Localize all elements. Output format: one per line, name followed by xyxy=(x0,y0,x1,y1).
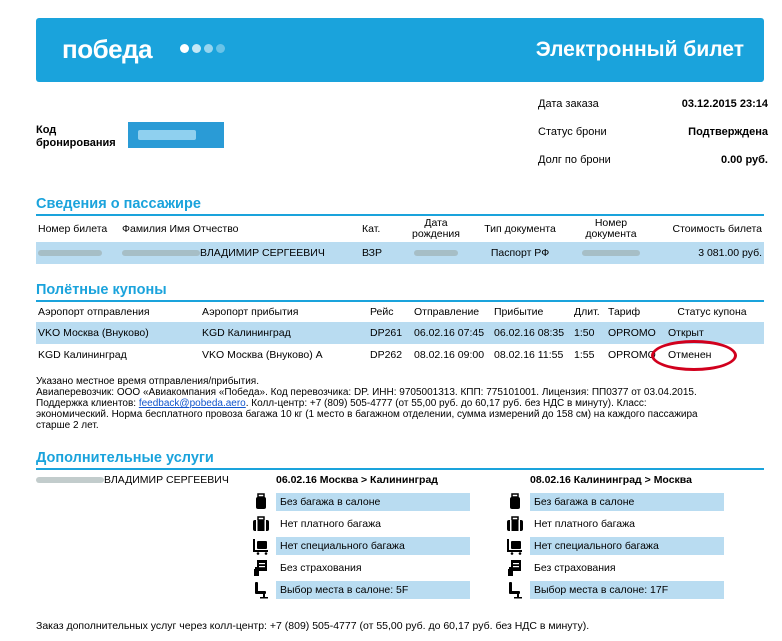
paid-baggage-item xyxy=(506,515,724,533)
carry-on-bag-icon xyxy=(252,493,270,511)
passenger-price: 3 081.00 руб. xyxy=(698,247,762,259)
seat-icon xyxy=(252,581,270,599)
services-passenger-name: ВЛАДИМИР СЕРГЕЕВИЧ xyxy=(104,474,229,486)
note-text: . Колл-центр: +7 (809) 505-4777 (от 55,00 руб. до 60,17 руб. без НДС в минуту). Класс: xyxy=(245,398,647,409)
service-route: 06.02.16 Москва > Калининград xyxy=(276,474,438,486)
coupon-arrival: 06.02.16 08:35 xyxy=(494,327,565,339)
header-banner xyxy=(36,18,764,82)
surname-redacted xyxy=(122,250,200,256)
doc-number-redacted xyxy=(582,250,640,256)
insurance-document-icon xyxy=(506,559,524,577)
suitcase-icon xyxy=(252,515,270,533)
legal-note xyxy=(36,376,764,431)
passenger-section-title: Сведения о пассажире xyxy=(36,196,201,212)
service-item-label: Выбор места в салоне: 5F xyxy=(276,581,470,599)
insurance-document-icon xyxy=(252,559,270,577)
seat-selection-item xyxy=(506,581,724,599)
services-leg-return xyxy=(506,474,724,599)
service-route: 08.02.16 Калининград > Москва xyxy=(530,474,692,486)
col-departure-airport: Аэропорт отправления xyxy=(38,306,150,318)
col-duration: Длит. xyxy=(574,306,600,318)
col-name: Фамилия Имя Отчество xyxy=(122,222,239,235)
logo-dots xyxy=(180,44,225,53)
pobeda-logo: победа xyxy=(62,34,153,64)
service-item-label: Без страхования xyxy=(280,562,362,574)
booking-status-label: Статус брони xyxy=(538,126,607,138)
carry-on-baggage-item xyxy=(506,493,724,511)
col-birthdate: Дата рождения xyxy=(412,217,460,240)
coupon-from: KGD Калининград xyxy=(38,349,127,361)
surname-redacted xyxy=(36,477,104,483)
passenger-category: ВЗР xyxy=(362,247,383,259)
col-flight: Рейс xyxy=(370,306,394,318)
passenger-table xyxy=(36,216,764,264)
seat-selection-item xyxy=(252,581,470,599)
coupon-duration: 1:55 xyxy=(574,349,595,361)
order-date-value: 03.12.2015 23:14 xyxy=(681,98,768,110)
service-item-label: Без багажа в салоне xyxy=(276,493,470,511)
col-ticket: Номер билета xyxy=(38,222,108,235)
suitcase-icon xyxy=(506,515,524,533)
coupon-to: VKO Москва (Внуково) А xyxy=(202,349,323,361)
special-baggage-item xyxy=(252,537,470,555)
booking-debt-value: 0.00 руб. xyxy=(720,154,768,166)
col-doc-number: Номер документа xyxy=(585,217,637,240)
coupon-status: Открыт xyxy=(668,327,704,339)
coupon-fare: OPROMO xyxy=(608,327,656,339)
status-highlight-circle xyxy=(651,340,737,371)
coupon-status: Отменен xyxy=(668,349,712,361)
note-line: Авиаперевозчик: ООО «Авиакомпания «Победа». Код перевозчика: DP. ИНН: 9705001313. КПП: 775101001. Лицензия: ПП0377 от 03.04.2015. xyxy=(36,387,697,398)
coupon-to: KGD Калининград xyxy=(202,327,291,339)
coupon-departure: 08.02.16 09:00 xyxy=(414,349,485,361)
paid-baggage-item xyxy=(252,515,470,533)
note-line xyxy=(36,398,764,409)
booking-status-value: Подтверждена xyxy=(688,126,768,138)
note-line: старше 2 лет. xyxy=(36,420,99,431)
seat-icon xyxy=(506,581,524,599)
support-email-link[interactable]: feedback@pobeda.aero xyxy=(138,398,246,409)
coupon-flight: DP262 xyxy=(370,349,403,361)
passenger-doc-type: Паспорт РФ xyxy=(490,247,550,259)
col-coupon-status: Статус купона xyxy=(677,306,747,318)
coupons-section-title: Полётные купоны xyxy=(36,282,167,298)
services-leg-outbound xyxy=(252,474,470,599)
booking-debt-label: Долг по брони xyxy=(538,154,611,166)
birthdate-redacted xyxy=(414,250,458,256)
passenger-row xyxy=(36,242,764,264)
coupon-from: VKO Москва (Внуково) xyxy=(38,327,149,339)
service-item-label: Нет специального багажа xyxy=(530,537,724,555)
coupon-flight: DP261 xyxy=(370,327,403,339)
services-section-title: Дополнительные услуги xyxy=(36,450,214,466)
service-item-label: Выбор места в салоне: 17F xyxy=(530,581,724,599)
special-baggage-cart-icon xyxy=(506,537,524,555)
service-item-label: Нет специального багажа xyxy=(276,537,470,555)
col-departure: Отправление xyxy=(414,306,480,318)
ticket-number-redacted xyxy=(38,250,102,256)
col-category: Кат. xyxy=(362,222,381,235)
carry-on-baggage-item xyxy=(252,493,470,511)
coupon-duration: 1:50 xyxy=(574,327,595,339)
order-date-label: Дата заказа xyxy=(538,98,599,110)
col-arrival: Прибытие xyxy=(494,306,544,318)
section-divider xyxy=(36,468,764,470)
coupon-arrival: 08.02.16 11:55 xyxy=(494,349,564,361)
service-item-label: Без страхования xyxy=(534,562,616,574)
col-fare: Тариф xyxy=(608,306,641,318)
col-doc-type: Тип документа xyxy=(484,222,556,235)
footer-note: Заказ дополнительных услуг через колл-центр: +7 (809) 505-4777 (от 55,00 руб. до 60,17 руб. без НДС в минуту). xyxy=(36,620,590,632)
note-text: Поддержка клиентов: xyxy=(36,398,139,409)
carry-on-bag-icon xyxy=(506,493,524,511)
special-baggage-cart-icon xyxy=(252,537,270,555)
coupon-departure: 06.02.16 07:45 xyxy=(414,327,485,339)
col-arrival-airport: Аэропорт прибытия xyxy=(202,306,299,318)
service-item-label: Нет платного багажа xyxy=(534,518,635,530)
special-baggage-item xyxy=(506,537,724,555)
insurance-item xyxy=(252,559,470,577)
col-price: Стоимость билета xyxy=(672,222,762,235)
coupon-fare: OPROMO xyxy=(608,349,656,361)
insurance-item xyxy=(506,559,724,577)
ticket-title: Электронный билет xyxy=(535,38,744,61)
note-line: экономический. Норма бесплатного провоза багажа 10 кг (1 место в багажном отделении, сумма измерений до 158 см) на каждого пассажира xyxy=(36,409,698,420)
services-passenger xyxy=(36,474,229,486)
coupon-row xyxy=(36,322,764,344)
booking-code-redacted xyxy=(128,122,224,148)
note-line: Указано местное время отправления/прибытия. xyxy=(36,376,259,387)
service-item-label: Нет платного багажа xyxy=(280,518,381,530)
passenger-name: ВЛАДИМИР СЕРГЕЕВИЧ xyxy=(200,247,325,259)
booking-code-label: Код бронирования xyxy=(36,124,116,149)
order-info xyxy=(538,96,768,180)
service-item-label: Без багажа в салоне xyxy=(530,493,724,511)
